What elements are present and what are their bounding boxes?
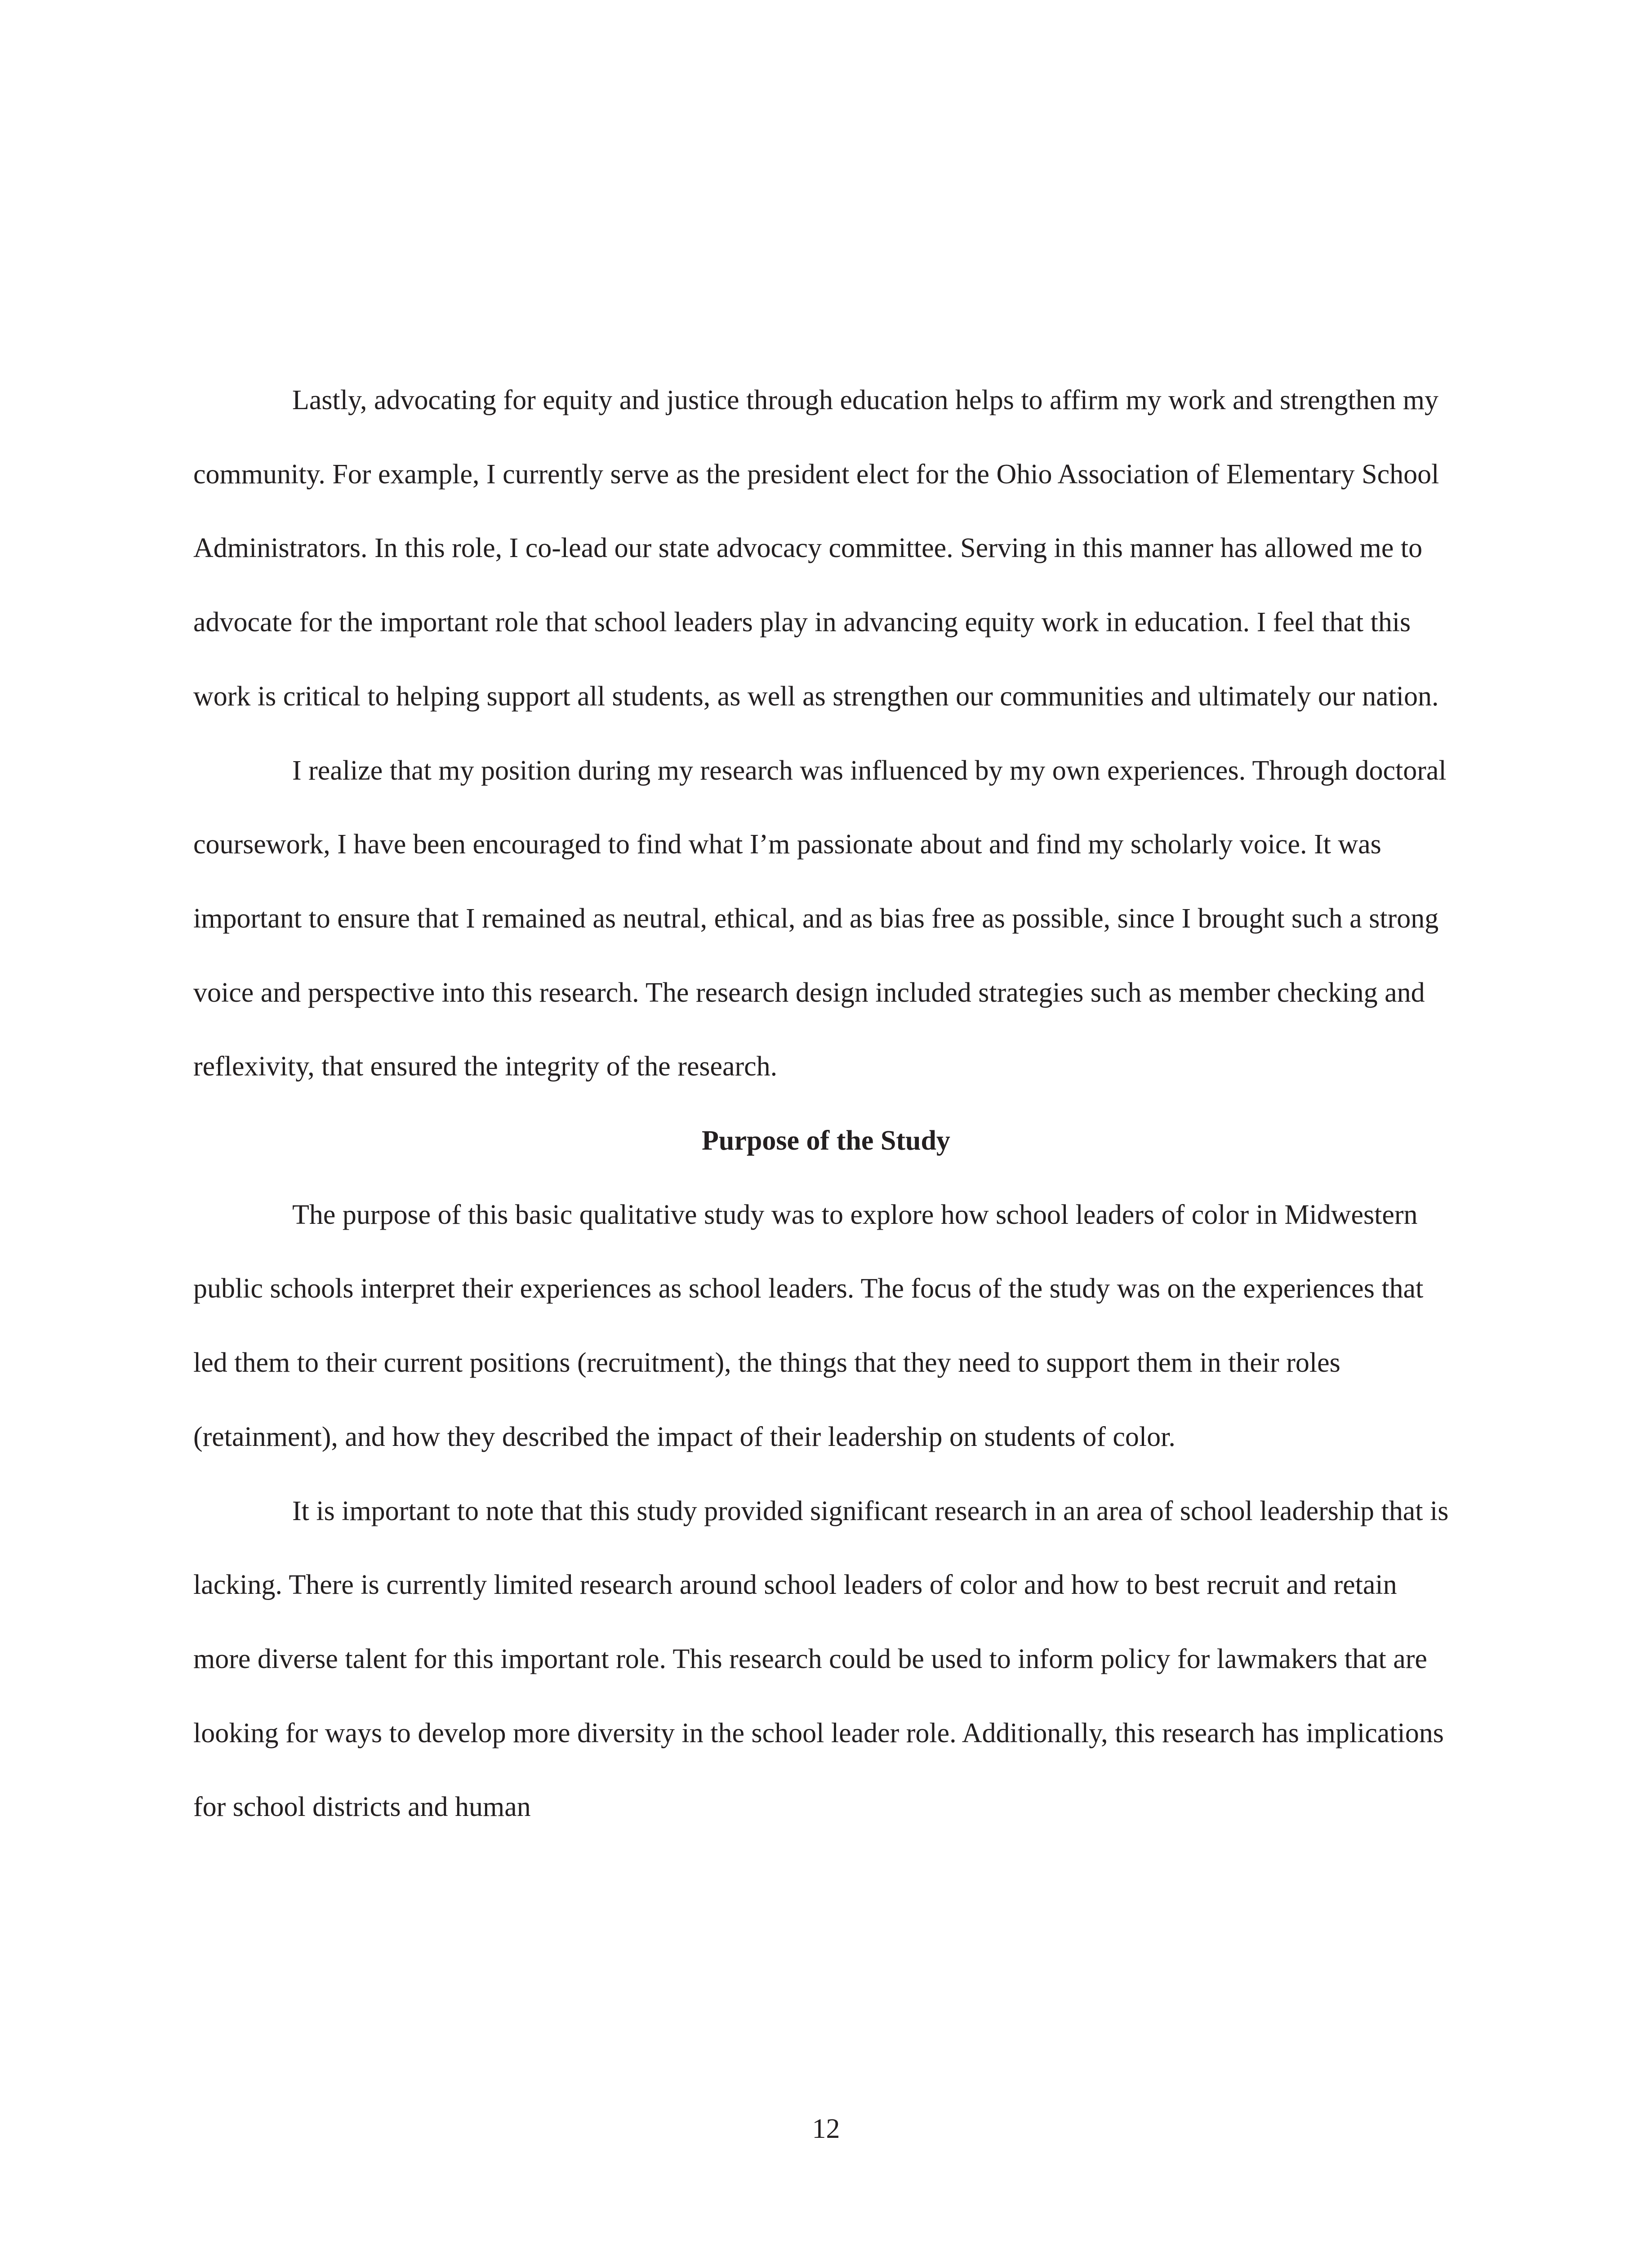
- section-heading: Purpose of the Study: [702, 1125, 950, 1156]
- body-text: [193, 363, 1459, 1844]
- page-number: 12: [812, 2114, 840, 2144]
- paragraph-study-significance: It is important to note that this study provided significant research in an area of school leadership that is lacking. There is currently limited research around school leaders of color and how to best recruit and retain more diverse talent for this important role. This research could be used to inform policy for lawmakers that are looking for ways to develop more diversity in the school leader role. Additionally, this research has implications for school districts and human: [193, 1495, 1449, 1823]
- paragraph-study-purpose: The purpose of this basic qualitative study was to explore how school leaders of color in Midwestern public schools interpret their experiences as school leaders. The focus of the study was on the experiences that led them to their current positions (recruitment), the things that they need to support them in their roles (retainment), and how they described the impact of their leadership on students of color.: [193, 1199, 1424, 1452]
- paragraph-researcher-position: I realize that my position during my research was influenced by my own experiences. Through doctoral coursework, I have been encouraged to find what I’m passionate about and find my scholarly voice. It was important to ensure that I remained as neutral, ethical, and as bias free as possible, since I brought such a strong voice and perspective into this research. The research design included strategies such as member checking and reflexivity, that ensured the integrity of the research.: [193, 755, 1447, 1082]
- paragraph-advocacy: Lastly, advocating for equity and justice through education helps to affirm my work and strengthen my community. For example, I currently serve as the president elect for the Ohio Association of Elementary School Administrators. In this role, I co-lead our state advocacy committee. Serving in this manner has allowed me to advocate for the important role that school leaders play in advancing equity work in education. I feel that this work is critical to helping support all students, as well as strengthen our communities and ultimately our nation.: [193, 385, 1439, 712]
